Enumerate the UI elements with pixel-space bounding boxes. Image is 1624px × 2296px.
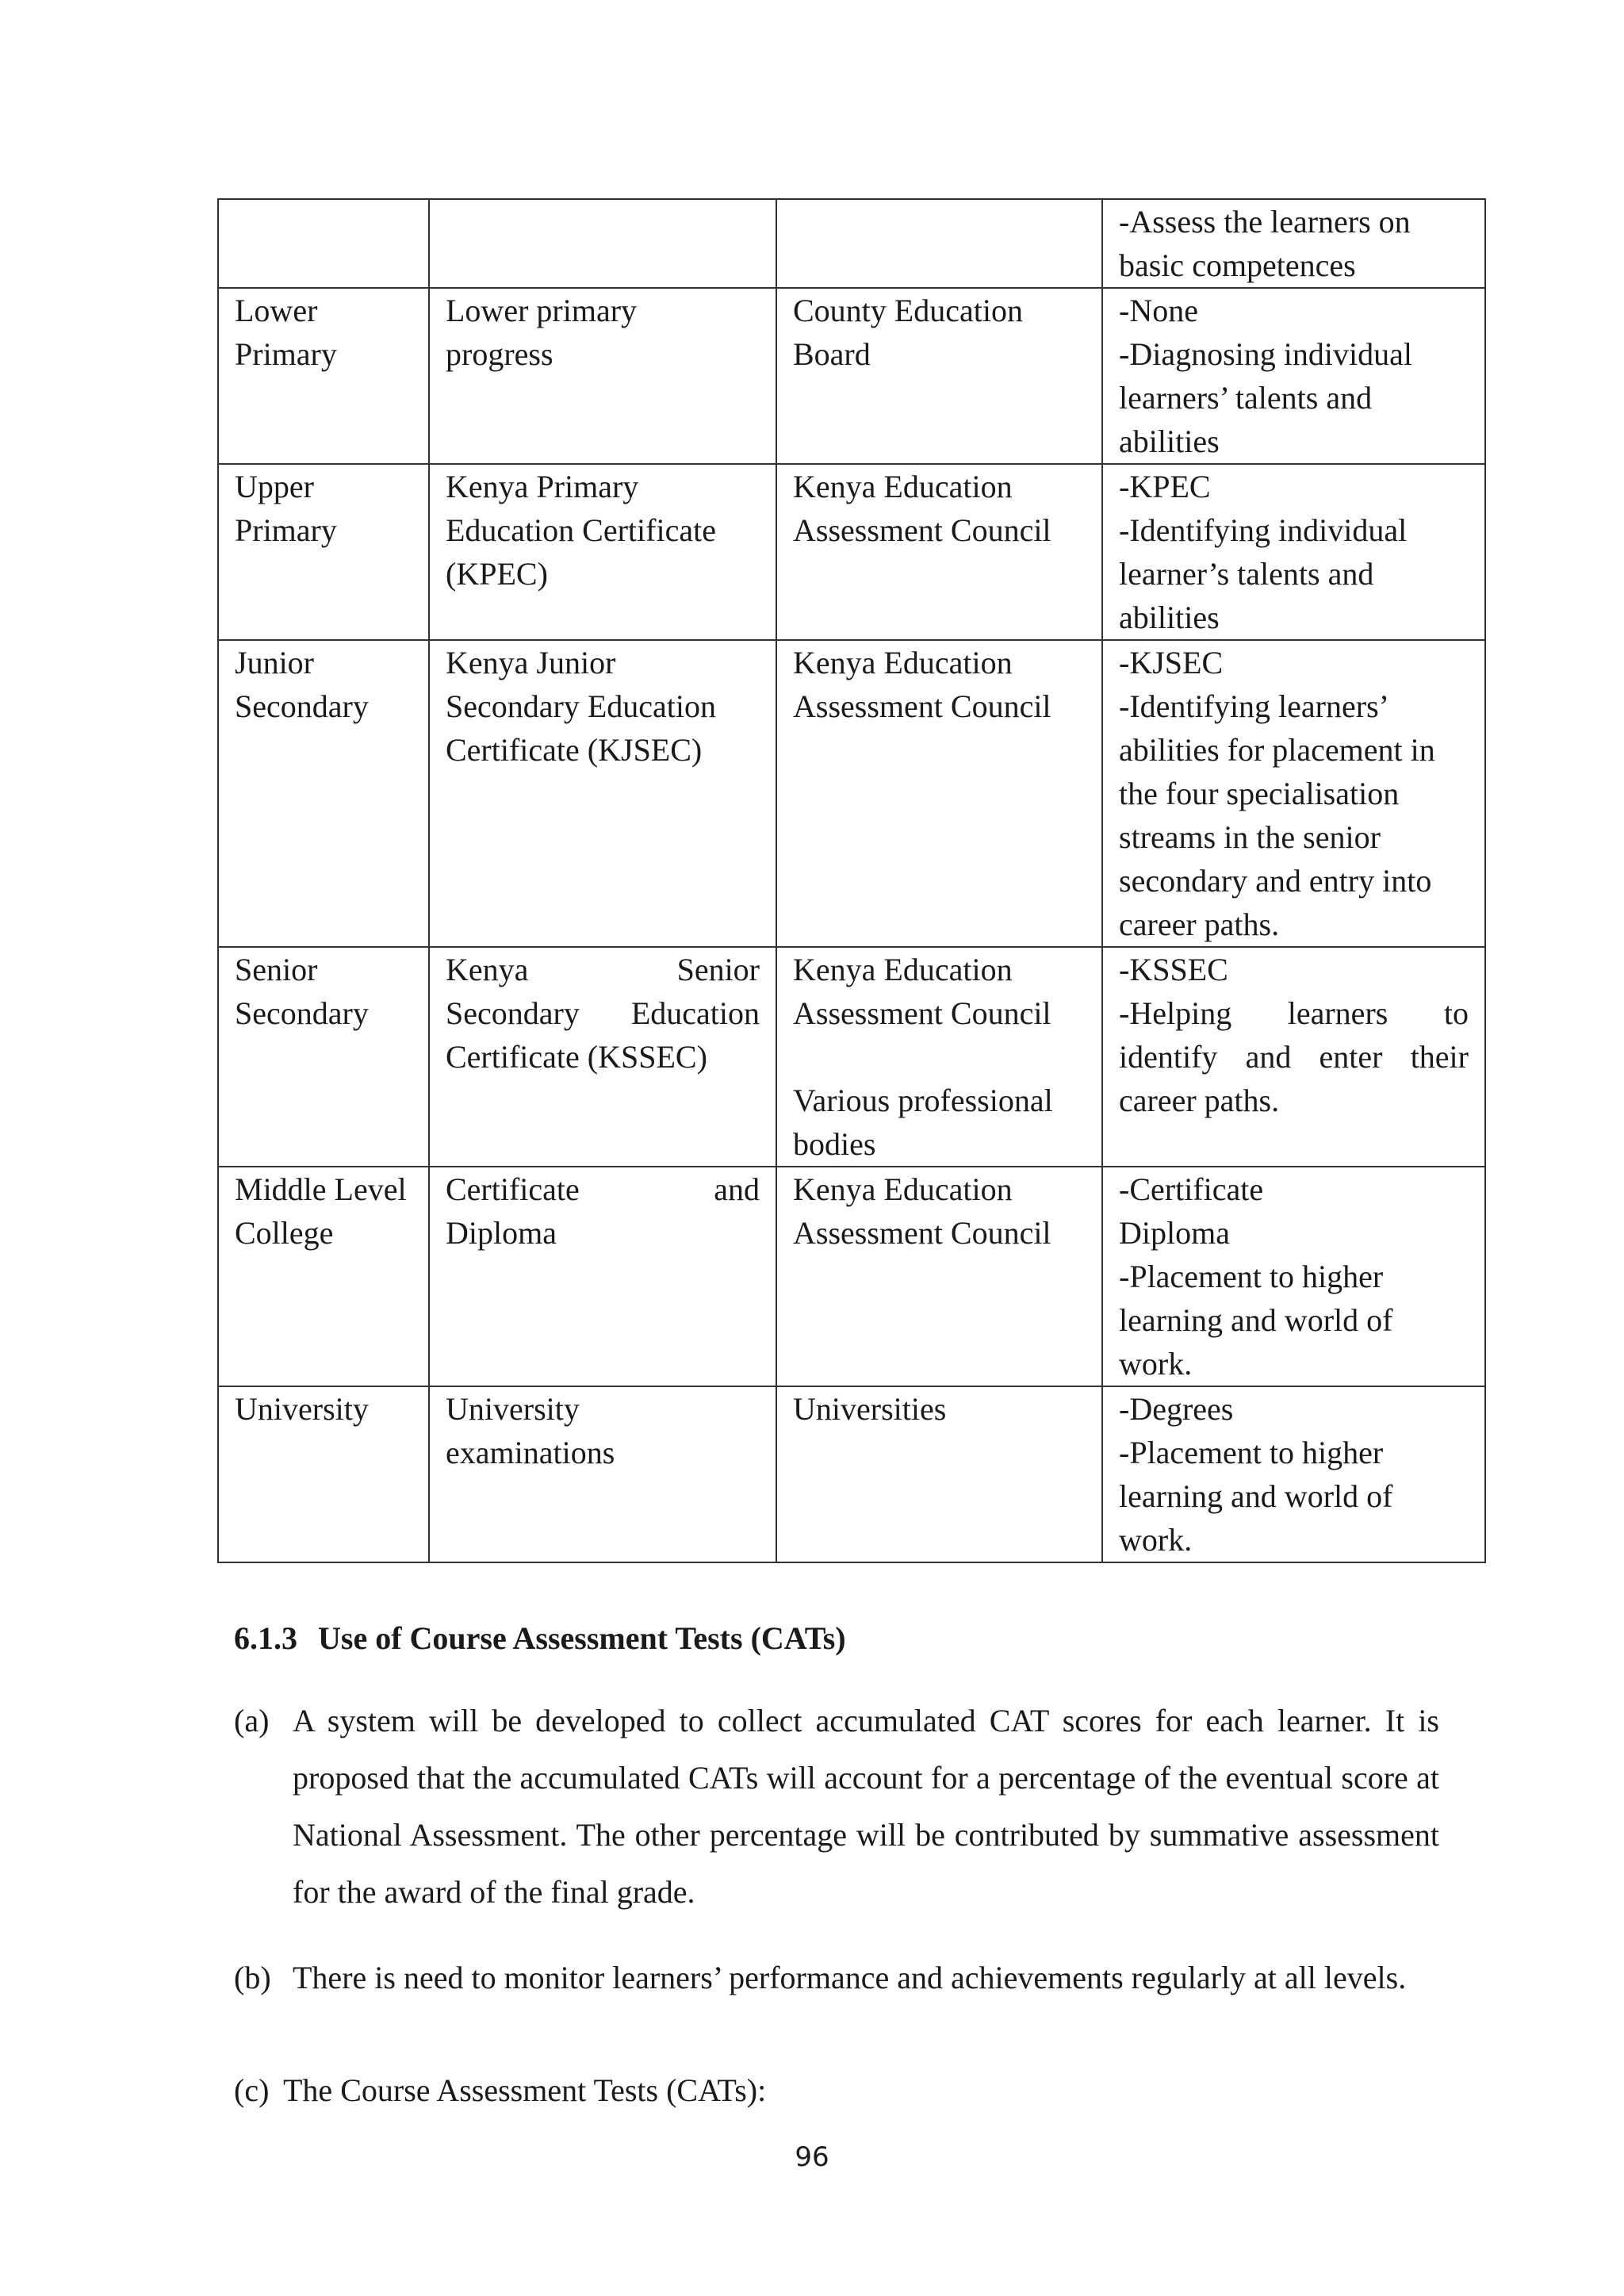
assessment-cell bbox=[429, 464, 776, 640]
level-cell bbox=[218, 1167, 429, 1386]
cell-line: -Helping learners to bbox=[1119, 995, 1469, 1031]
assessment-cell bbox=[429, 947, 776, 1167]
cell-line: Kenya Senior bbox=[446, 952, 760, 987]
cell-line: Kenya Primary bbox=[446, 469, 639, 504]
cell-line: career paths. bbox=[1119, 1083, 1280, 1118]
assessment-cell bbox=[429, 288, 776, 464]
cell-line: examinations bbox=[446, 1435, 615, 1470]
cell-line: -KPEC bbox=[1119, 469, 1211, 504]
table-row bbox=[218, 199, 1485, 288]
cell-line: Universities bbox=[793, 1391, 947, 1427]
level-cell bbox=[218, 288, 429, 464]
assessing-body-cell bbox=[776, 640, 1102, 947]
cell-line bbox=[793, 1035, 1086, 1079]
cell-line: Secondary Education bbox=[446, 688, 716, 724]
cell-line: -KSSEC bbox=[1119, 952, 1228, 987]
cell-line: learner’s talents and bbox=[1119, 556, 1374, 592]
cell-line: Secondary bbox=[235, 688, 369, 724]
cell-line: Assessment Council bbox=[793, 995, 1051, 1031]
list-item-b bbox=[234, 1949, 1439, 2007]
cell-line: County Education bbox=[793, 293, 1023, 328]
table-row bbox=[218, 1167, 1485, 1386]
cell-line: Assessment Council bbox=[793, 1215, 1051, 1251]
cell-line: -Diagnosing individual bbox=[1119, 336, 1412, 372]
outcome-cell bbox=[1102, 1386, 1485, 1562]
cell-line: secondary and entry into bbox=[1119, 863, 1432, 899]
cell-line: Secondary bbox=[235, 995, 369, 1031]
cell-line: University bbox=[446, 1391, 580, 1427]
cell-line: (KPEC) bbox=[446, 556, 548, 592]
cell-line: Kenya Education bbox=[793, 645, 1013, 680]
outcome-cell bbox=[1102, 464, 1485, 640]
assessing-body-cell bbox=[776, 1167, 1102, 1386]
list-item-a bbox=[234, 1692, 1439, 1921]
cell-line: learning and world of bbox=[1119, 1478, 1393, 1514]
cell-line: Lower bbox=[235, 293, 318, 328]
list-item-text: A system will be developed to collect accumulated CAT scores for each learner. It is proposed that the accumulated CATs will account for a percentage of the eventual score at National Assessment. The other percentage will be contributed by summative assessment for the award of the final grade. bbox=[293, 1703, 1439, 1910]
table-row bbox=[218, 640, 1485, 947]
cell-line: University bbox=[235, 1391, 369, 1427]
cell-line: abilities bbox=[1119, 600, 1220, 635]
cell-line: Senior bbox=[235, 952, 318, 987]
level-cell bbox=[218, 947, 429, 1167]
assessment-cell bbox=[429, 199, 776, 288]
cell-line: progress bbox=[446, 336, 553, 372]
cell-line: identify and enter their bbox=[1119, 1039, 1469, 1075]
outcome-cell bbox=[1102, 947, 1485, 1167]
cell-line: learners’ talents and bbox=[1119, 380, 1373, 416]
cell-line: learning and world of bbox=[1119, 1302, 1393, 1338]
list-item-text: The Course Assessment Tests (CATs): bbox=[283, 2072, 767, 2108]
cell-line: -Certificate bbox=[1119, 1171, 1264, 1207]
list-marker: (a) bbox=[234, 1703, 270, 1738]
cell-line: Assessment Council bbox=[793, 688, 1051, 724]
list-marker: (c) bbox=[234, 2072, 270, 2108]
level-cell bbox=[218, 1386, 429, 1562]
assessment-cell bbox=[429, 1167, 776, 1386]
cell-line: -KJSEC bbox=[1119, 645, 1224, 680]
cell-line: Diploma bbox=[1119, 1215, 1230, 1251]
level-cell bbox=[218, 199, 429, 288]
table-row bbox=[218, 464, 1485, 640]
cell-line: Kenya Junior bbox=[446, 645, 616, 680]
assessing-body-cell bbox=[776, 288, 1102, 464]
assessing-body-cell bbox=[776, 199, 1102, 288]
section-number: 6.1.3 bbox=[234, 1620, 297, 1656]
cell-line: Assessment Council bbox=[793, 512, 1051, 548]
section-heading bbox=[234, 1616, 846, 1660]
outcome-cell bbox=[1102, 1167, 1485, 1386]
outcome-cell bbox=[1102, 288, 1485, 464]
cell-line: -None bbox=[1119, 293, 1198, 328]
list-marker: (b) bbox=[234, 1960, 271, 1995]
assessing-body-cell bbox=[776, 947, 1102, 1167]
cell-line: -Degrees bbox=[1119, 1391, 1234, 1427]
cell-line: -Assess the learners on bbox=[1119, 204, 1411, 240]
cell-line: -Placement to higher bbox=[1119, 1435, 1384, 1470]
cell-line: Kenya Education bbox=[793, 469, 1013, 504]
outcome-cell bbox=[1102, 640, 1485, 947]
level-cell bbox=[218, 464, 429, 640]
cell-line: Lower primary bbox=[446, 293, 638, 328]
cell-line: Primary bbox=[235, 512, 337, 548]
cell-line: Certificate (KJSEC) bbox=[446, 732, 703, 768]
cell-line: -Identifying individual bbox=[1119, 512, 1408, 548]
assessing-body-cell bbox=[776, 464, 1102, 640]
cell-line: Upper bbox=[235, 469, 314, 504]
cell-line: career paths. bbox=[1119, 907, 1280, 942]
cell-line: Junior bbox=[235, 645, 314, 680]
list-item-c bbox=[234, 2068, 1439, 2112]
cell-line: Board bbox=[793, 336, 871, 372]
cell-line: Diploma bbox=[446, 1215, 557, 1251]
cell-line: basic competences bbox=[1119, 247, 1356, 283]
cell-line: abilities for placement in bbox=[1119, 732, 1435, 768]
cell-line: streams in the senior bbox=[1119, 819, 1381, 855]
cell-line: -Placement to higher bbox=[1119, 1259, 1384, 1294]
cell-line: Secondary Education bbox=[446, 995, 760, 1031]
level-cell bbox=[218, 640, 429, 947]
cell-line: Various professional bbox=[793, 1083, 1053, 1118]
cell-line: Middle Level bbox=[235, 1171, 407, 1207]
assessment-table-body bbox=[218, 199, 1485, 1562]
cell-line: the four specialisation bbox=[1119, 776, 1400, 811]
cell-line: Education Certificate bbox=[446, 512, 716, 548]
cell-line: Kenya Education bbox=[793, 952, 1013, 987]
cell-line: -Identifying learners’ bbox=[1119, 688, 1389, 724]
cell-line: Certificate and bbox=[446, 1171, 760, 1207]
cell-line: Certificate (KSSEC) bbox=[446, 1039, 707, 1075]
page-number: 96 bbox=[795, 2141, 829, 2173]
outcome-cell bbox=[1102, 199, 1485, 288]
cell-line: College bbox=[235, 1215, 334, 1251]
table-row bbox=[218, 1386, 1485, 1562]
cell-line: work. bbox=[1119, 1522, 1193, 1558]
assessment-cell bbox=[429, 640, 776, 947]
cell-line: Kenya Education bbox=[793, 1171, 1013, 1207]
cell-line: Primary bbox=[235, 336, 337, 372]
assessment-table bbox=[217, 198, 1486, 1563]
assessment-cell bbox=[429, 1386, 776, 1562]
assessing-body-cell bbox=[776, 1386, 1102, 1562]
cell-line: work. bbox=[1119, 1346, 1193, 1382]
cell-line: abilities bbox=[1119, 424, 1220, 459]
section-title: Use of Course Assessment Tests (CATs) bbox=[318, 1620, 846, 1656]
table-row bbox=[218, 947, 1485, 1167]
table-row bbox=[218, 288, 1485, 464]
cell-line: bodies bbox=[793, 1126, 876, 1162]
list-item-text: There is need to monitor learners’ performance and achievements regularly at all levels. bbox=[293, 1960, 1407, 1995]
